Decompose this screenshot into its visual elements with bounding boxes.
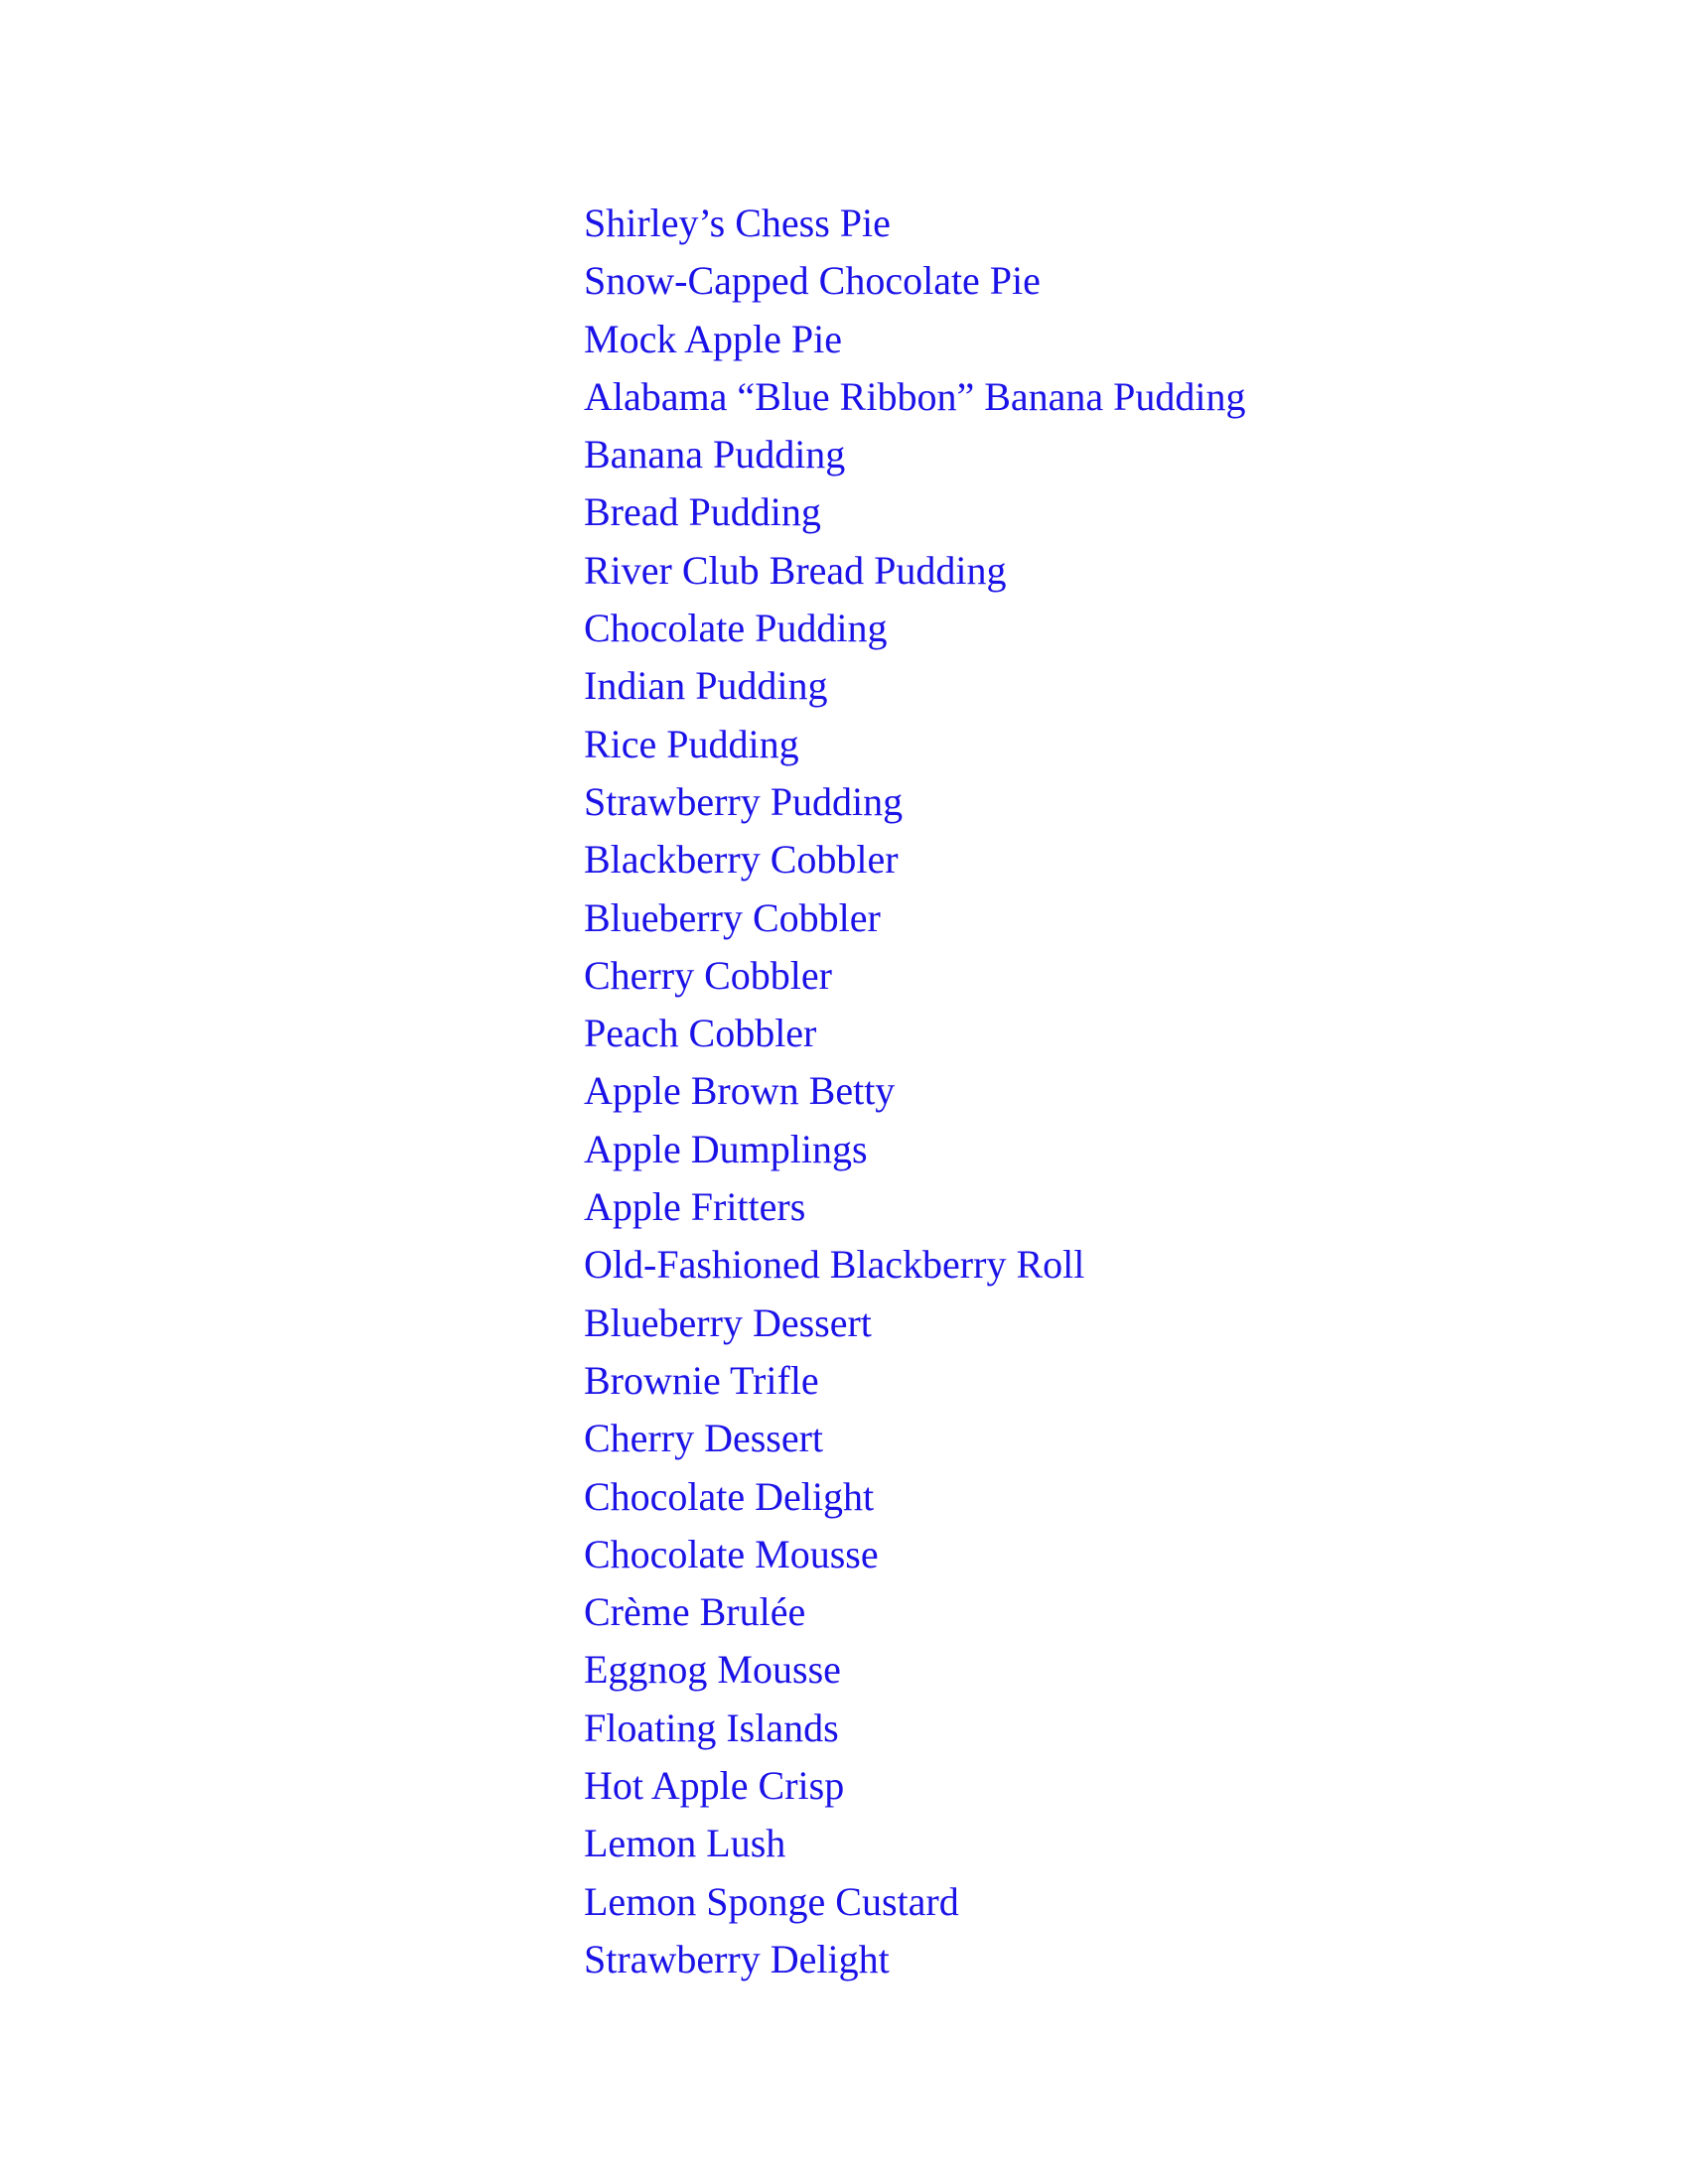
list-item xyxy=(584,660,1246,718)
list-item xyxy=(584,429,1246,486)
recipe-link[interactable]: River Club Bread Pudding xyxy=(584,547,1007,593)
list-item xyxy=(584,950,1246,1008)
list-item xyxy=(584,1644,1246,1702)
recipe-link[interactable]: Blueberry Dessert xyxy=(584,1299,872,1345)
list-item xyxy=(584,1529,1246,1586)
list-item xyxy=(584,1413,1246,1470)
recipe-link-list xyxy=(584,198,1246,1991)
recipe-link[interactable]: Lemon Sponge Custard xyxy=(584,1878,959,1924)
list-item xyxy=(584,314,1246,371)
recipe-link[interactable]: Indian Pudding xyxy=(584,663,828,709)
recipe-link[interactable]: Brownie Trifle xyxy=(584,1357,819,1403)
recipe-link[interactable]: Floating Islands xyxy=(584,1705,839,1750)
list-item xyxy=(584,1703,1246,1760)
list-item xyxy=(584,198,1246,255)
recipe-link[interactable]: Chocolate Pudding xyxy=(584,606,888,651)
list-item xyxy=(584,776,1246,834)
recipe-link[interactable]: Shirley’s Chess Pie xyxy=(584,201,891,245)
recipe-link[interactable]: Cherry Dessert xyxy=(584,1416,824,1461)
list-item xyxy=(584,1181,1246,1239)
recipe-link[interactable]: Old-Fashioned Blackberry Roll xyxy=(584,1242,1085,1288)
recipe-link[interactable]: Blueberry Cobbler xyxy=(584,894,881,940)
recipe-link[interactable]: Apple Fritters xyxy=(584,1184,806,1230)
recipe-link[interactable]: Snow-Capped Chocolate Pie xyxy=(584,258,1041,304)
list-item xyxy=(584,371,1246,429)
list-item xyxy=(584,1760,1246,1818)
list-item xyxy=(584,603,1246,660)
recipe-link[interactable]: Mock Apple Pie xyxy=(584,316,842,361)
list-item xyxy=(584,1124,1246,1181)
recipe-link[interactable]: Eggnog Mousse xyxy=(584,1647,841,1693)
list-item xyxy=(584,1586,1246,1644)
recipe-link[interactable]: Lemon Lush xyxy=(584,1821,786,1866)
recipe-link[interactable]: Apple Brown Betty xyxy=(584,1068,896,1114)
recipe-link[interactable]: Blackberry Cobbler xyxy=(584,837,899,883)
recipe-link[interactable]: Bread Pudding xyxy=(584,489,821,535)
list-item xyxy=(584,892,1246,950)
list-item xyxy=(584,1239,1246,1297)
recipe-link[interactable]: Banana Pudding xyxy=(584,432,846,478)
recipe-link[interactable]: Chocolate Delight xyxy=(584,1473,875,1519)
list-item xyxy=(584,1934,1246,1991)
recipe-link[interactable]: Peach Cobbler xyxy=(584,1011,817,1056)
recipe-link[interactable]: Cherry Cobbler xyxy=(584,952,832,998)
list-item xyxy=(584,1065,1246,1123)
recipe-link[interactable]: Strawberry Delight xyxy=(584,1936,890,1981)
recipe-link[interactable]: Apple Dumplings xyxy=(584,1126,868,1171)
list-item xyxy=(584,834,1246,891)
list-item xyxy=(584,1876,1246,1934)
list-item xyxy=(584,1355,1246,1413)
recipe-link[interactable]: Hot Apple Crisp xyxy=(584,1763,845,1809)
recipe-link[interactable]: Crème Brulée xyxy=(584,1589,806,1635)
recipe-link[interactable]: Rice Pudding xyxy=(584,721,799,766)
list-item xyxy=(584,1008,1246,1065)
list-item xyxy=(584,1818,1246,1875)
list-item xyxy=(584,719,1246,776)
list-item xyxy=(584,486,1246,544)
recipe-link[interactable]: Chocolate Mousse xyxy=(584,1531,879,1576)
list-item xyxy=(584,1471,1246,1529)
recipe-link[interactable]: Alabama “Blue Ribbon” Banana Pudding xyxy=(584,373,1246,419)
list-item xyxy=(584,545,1246,603)
recipe-link[interactable]: Strawberry Pudding xyxy=(584,778,904,824)
list-item xyxy=(584,1297,1246,1355)
list-item xyxy=(584,255,1246,313)
